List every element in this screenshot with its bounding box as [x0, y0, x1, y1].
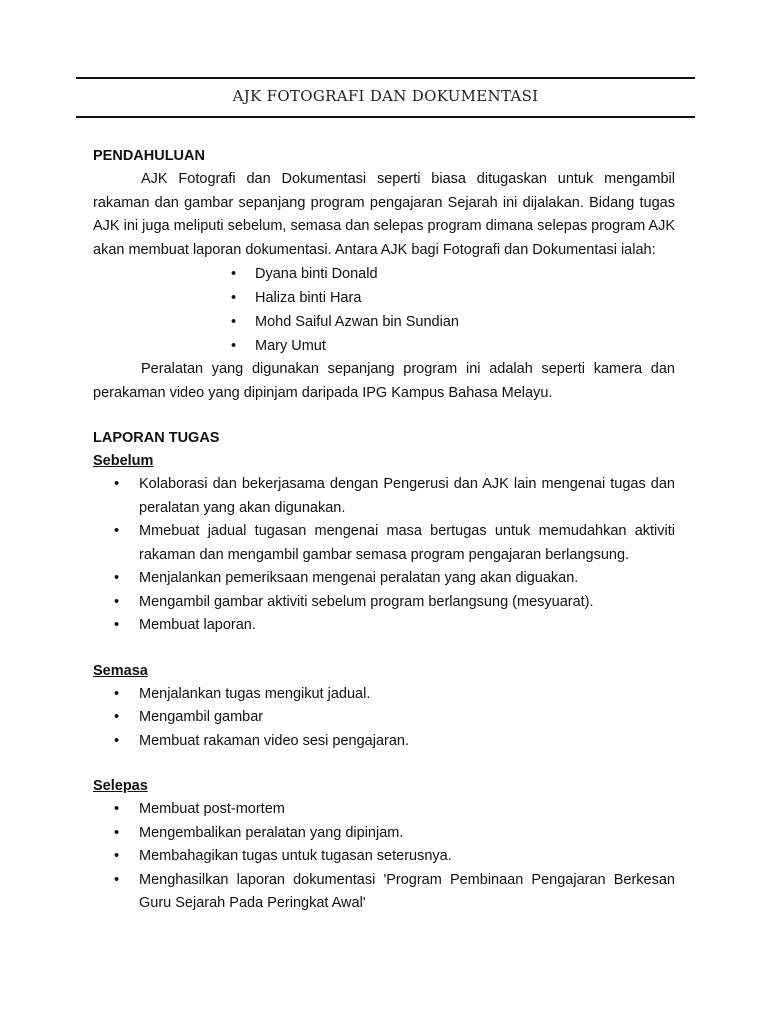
subheading-semasa: Semasa	[93, 662, 148, 679]
task-text: Kolaborasi dan bekerjasama dengan Pengerusi dan AJK lain mengenai tugas dan peralatan yang akan digunakan.	[139, 476, 675, 516]
member-name: Mohd Saiful Azwan bin Sundian	[255, 314, 459, 330]
task-text: Menghasilkan laporan dokumentasi 'Program Pembinaan Pengajaran Berkesan Guru Sejarah Pada Peringkat Awal'	[139, 871, 675, 911]
bullet-icon: •	[231, 266, 237, 282]
bullet-icon: •	[114, 523, 120, 539]
task-text: Menjalankan pemeriksaan mengenai peralatan yang akan diguakan.	[139, 570, 579, 586]
task-text: Menjalankan tugas mengikut jadual.	[139, 685, 371, 702]
task-list-selepas	[93, 798, 675, 916]
bullet-icon: •	[231, 338, 237, 354]
bullet-icon: •	[114, 824, 120, 841]
list-item	[114, 614, 675, 638]
task-list-sebelum	[93, 473, 675, 638]
list-item	[114, 845, 675, 869]
bullet-icon: •	[114, 709, 120, 725]
task-text: Membuat laporan.	[139, 617, 256, 633]
member-item	[231, 262, 675, 286]
section-heading-laporan: LAPORAN TUGAS	[93, 430, 220, 446]
task-list-semasa	[93, 683, 675, 754]
list-item	[114, 591, 675, 615]
spacer	[93, 638, 675, 660]
bullet-icon: •	[114, 570, 120, 586]
list-item	[114, 520, 675, 567]
section-heading-pendahuluan: PENDAHULUAN	[93, 148, 205, 164]
list-item	[114, 706, 675, 730]
member-item	[231, 334, 675, 358]
spacer	[93, 405, 675, 427]
list-item	[114, 473, 675, 520]
bullet-icon: •	[231, 314, 237, 330]
task-text: Mmebuat jadual tugasan mengenai masa bertugas untuk memudahkan aktiviti rakaman dan mengambil gambar semasa program pengajaran berlangsung.	[139, 523, 675, 563]
member-list	[93, 262, 675, 358]
list-item	[114, 798, 675, 822]
bullet-icon: •	[114, 593, 120, 610]
subheading-selepas: Selepas	[93, 778, 148, 794]
bullet-icon: •	[114, 685, 120, 702]
bullet-icon: •	[114, 871, 120, 888]
title-top-rule	[76, 77, 695, 79]
member-name: Dyana binti Donald	[255, 266, 378, 282]
bullet-icon: •	[114, 732, 120, 749]
task-text: Mengambil gambar aktiviti sebelum program berlangsung (mesyuarat).	[139, 593, 594, 610]
list-item	[114, 822, 675, 846]
document-body	[93, 145, 675, 916]
title-bottom-rule	[76, 116, 695, 118]
bullet-icon: •	[114, 476, 120, 492]
member-item	[231, 310, 675, 334]
list-item	[114, 730, 675, 754]
task-text: Membuat rakaman video sesi pengajaran.	[139, 732, 410, 749]
bullet-icon: •	[231, 290, 237, 306]
list-item	[114, 869, 675, 916]
list-item	[114, 567, 675, 591]
task-text: Membahagikan tugas untuk tugasan seterusnya.	[139, 848, 452, 864]
equipment-paragraph: Peralatan yang digunakan sepanjang program ini adalah seperti kamera dan perakaman video yang dipinjam daripada IPG Kampus Bahasa Melayu.	[93, 361, 675, 401]
task-text: Membuat post-mortem	[139, 801, 285, 817]
member-name: Haliza binti Hara	[255, 290, 362, 306]
subheading-sebelum: Sebelum	[93, 453, 154, 469]
spacer	[93, 753, 675, 775]
task-text: Mengembalikan peralatan yang dipinjam.	[139, 824, 404, 841]
member-name: Mary Umut	[255, 338, 326, 354]
task-text: Mengambil gambar	[139, 709, 264, 725]
list-item	[114, 683, 675, 707]
bullet-icon: •	[114, 848, 120, 864]
member-item	[231, 286, 675, 310]
document-title: AJK FOTOGRAFI DAN DOKUMENTASI	[232, 87, 539, 105]
intro-paragraph: AJK Fotografi dan Dokumentasi seperti biasa ditugaskan untuk mengambil rakaman dan gambar sepanjang program pengajaran Sejarah ini dijalakan. Bidang tugas AJK ini juga meliputi sebelum, semasa dan selepas program dimana selepas program AJK akan membuat laporan dokumentasi. Antara AJK bagi Fotografi dan Dokumentasi ialah:	[93, 171, 675, 258]
bullet-icon: •	[114, 801, 120, 817]
bullet-icon: •	[114, 617, 120, 633]
